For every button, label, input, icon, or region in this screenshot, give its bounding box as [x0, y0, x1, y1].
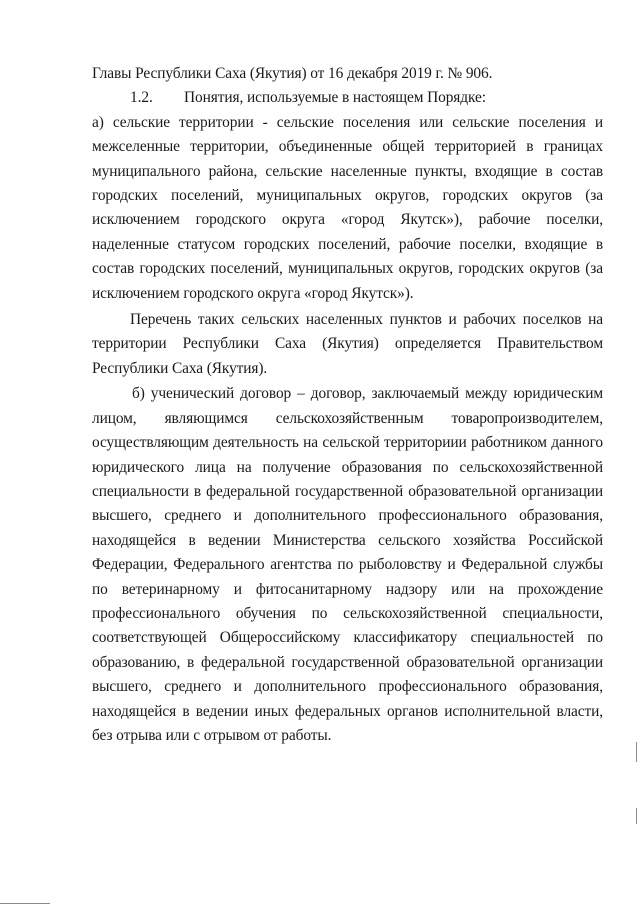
paragraph-rural-territories: а) сельские территории - сельские поселения или сельские поселения и межселенные территории, объединенные общей территорией в границах муниципального района, сельские населенные пункты, входящие в состав городских поселений, муниципальных округов, городских округов (за исключением городского округа «город Якутск»), рабочие поселки, наделенные статусом городских поселений, рабочие поселки, входящие в состав городских поселений, муниципальных округов, городских округов (за исключением городского округа «город Якутск»).	[92, 113, 603, 302]
intro-line: Главы Республики Саха (Якутия) от 16 декабря 2019 г. № 906.	[92, 65, 493, 82]
section-title: Понятия, используемые в настоящем Порядке:	[184, 89, 486, 107]
section-number: 1.2.	[130, 89, 153, 107]
section-heading	[92, 86, 603, 110]
scan-edge-mark	[636, 808, 637, 824]
paragraph-settlement-list: Перечень таких сельских населенных пунктов и рабочих поселков на территории Республики Саха (Якутия) определяется Правительством Республики Саха (Якутия).	[92, 311, 603, 377]
paragraph-apprenticeship-contract: б) ученический договор – договор, заключаемый между юридическим лицом, являющимся сельскохозяйственным товаропроизводителем, осуществляющим деятельность на сельской территориии работником данного юридического лица на получение образования по сельскохозяйственной специальности в федеральной государственной образовательной организации высшего, среднего и дополнительного профессионального образования, находящейся в ведении Министерства сельского хозяйства Российской Федерации, Федерального агентства по рыболовству и Федеральной службы по ветеринарному и фитосанитарному надзору или на прохождение профессионального обучения по сельскохозяйственной специальности, соответствующей Общероссийскому классификатору специальностей по образованию, в федеральной государственной образовательной организации высшего, среднего и дополнительного профессионального образования, находящейся в ведении иных федеральных органов исполнительной власти, без отрыва или с отрывом от работы.	[92, 385, 603, 744]
scan-edge-mark	[0, 903, 50, 904]
scan-edge-mark	[636, 742, 637, 762]
document-body	[92, 62, 603, 748]
